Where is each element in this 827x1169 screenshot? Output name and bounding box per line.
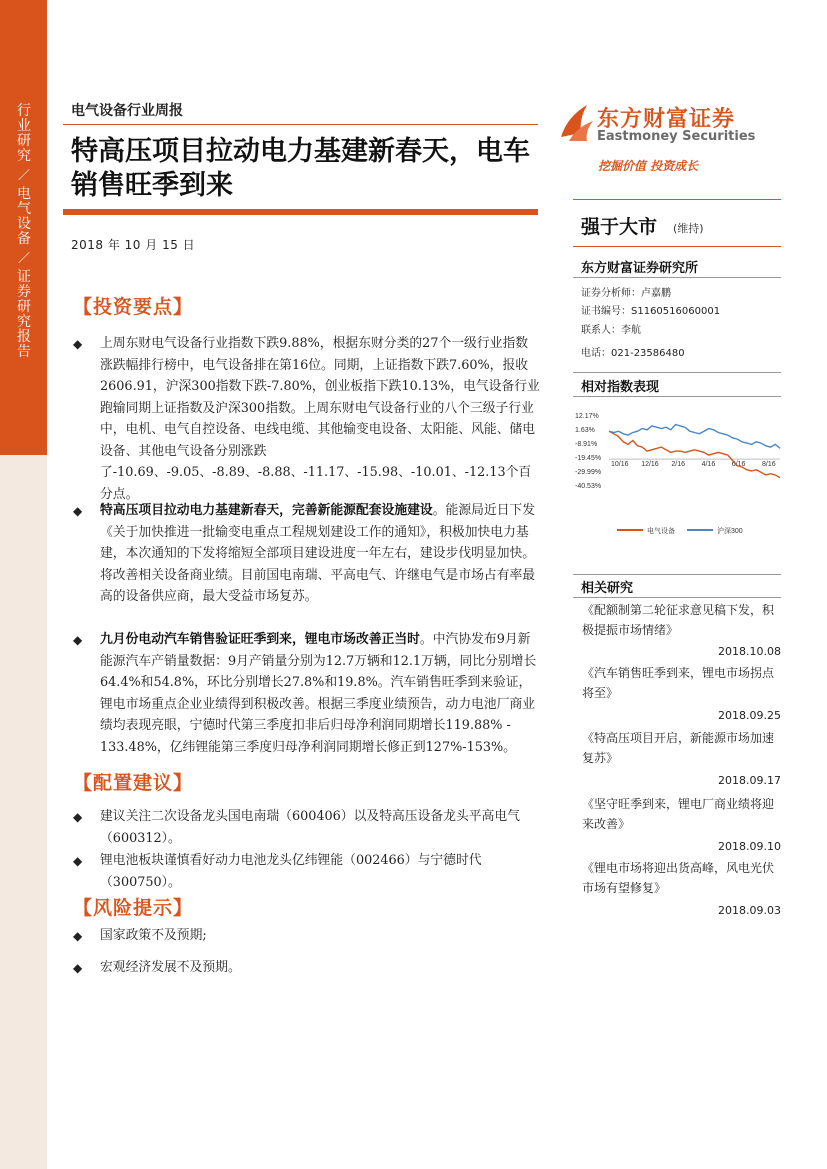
diamond-bullet-icon: ◆: [73, 929, 83, 943]
y-tick-label: -29.99%: [575, 469, 602, 476]
related-item-title[interactable]: 《配额制第二轮征求意见稿下发，积极提振市场情绪》: [582, 603, 775, 637]
title-rule: [63, 209, 538, 215]
series-line-电气设备: [609, 431, 780, 478]
institute-rule: [573, 277, 781, 278]
section-heading-risk: 【风险提示】: [73, 897, 194, 919]
analyst-line: 证券分析师：卢嘉鹏: [581, 288, 671, 299]
invest-paragraph-2-bold: 特高压项目拉动电力基建新春天，完善新能源配套设施建设: [100, 503, 433, 518]
related-item-date: 2018.09.10: [718, 840, 781, 853]
institute-name: 东方财富证券研究所: [581, 261, 699, 276]
related-title: 相关研究: [581, 581, 634, 596]
related-item-title[interactable]: 《特高压项目开启，新能源市场加速复苏》: [582, 731, 775, 765]
page-title: 特高压项目拉动电力基建新春天，电车销售旺季到来: [71, 136, 530, 201]
relative-index-chart: [573, 403, 783, 543]
y-tick-label: 12.17%: [575, 413, 599, 420]
x-tick-label: 10/16: [611, 461, 629, 469]
y-tick-label: -19.45%: [575, 455, 602, 462]
legend-label: 电气设备: [647, 528, 675, 535]
related-rule-top: [573, 574, 781, 575]
series-line-沪深300: [609, 425, 780, 449]
logo-name-cn: 东方财富证券: [597, 107, 736, 132]
logo-name-en: Eastmoney Securities: [597, 129, 756, 144]
x-tick-label: 4/16: [701, 461, 716, 469]
chart-section-rule: [573, 396, 781, 397]
invest-paragraph-2-rest: 。能源局近日下发《关于加快推进一批输变电重点工程规划建设工作的通知》，积极加快电力基建，本次通知的下发将缩短全部项目建设进度一年左右，建设步伐明显加快。将改善相关设备商业绩。目前国电南瑞、平高电气、许继电气是市场占有率最高的设备供应商，最大受益市场复苏。: [100, 503, 536, 604]
section-heading-invest: 【投资要点】: [73, 296, 194, 318]
chart-section-rule-top: [573, 372, 781, 373]
phone-line: 电话：021-23586480: [581, 348, 685, 359]
related-item-title[interactable]: 《汽车销售旺季到来，锂电市场拐点将至》: [582, 666, 775, 700]
rating-rule-top: [573, 199, 781, 200]
report-date: 2018 年 10 月 15 日: [71, 238, 196, 252]
logo-slogan: 挖掘价值 投资成长: [598, 159, 699, 173]
legend-label: 沪深300: [717, 528, 743, 535]
related-rule: [573, 597, 781, 598]
related-item-date: 2018.09.25: [718, 709, 781, 722]
invest-paragraph-3: [100, 629, 540, 758]
x-tick-label: 6/16: [731, 461, 746, 469]
diamond-bullet-icon: ◆: [73, 810, 83, 824]
rating-note: (维持): [673, 222, 704, 235]
doc-type: 电气设备行业周报: [71, 103, 183, 119]
invest-paragraph-1: 上周东财电气设备行业指数下跌9.88%，根据东财分类的27个一级行业指数涨跌幅排行榜中，电气设备排在第16位。同期，上证指数下跌7.60%，报收2606.91，沪深300指数下跌-7.80%，创业板指下跌10.13%，电气设备行业跑输同期上证指数及沪深300指数。上周东财电气设备行业的八个三级子行业中，电机、电气自控设备、电线电缆、其他输变电设备、太阳能、风能、储电设备、其他电气设备分别涨跌了-10.69、-9.05、-8.89、-8.88、-11.17、-15.98、-10.01、-12.13个百分点。: [100, 336, 540, 502]
cert-line: 证书编号：S1160516060001: [581, 306, 721, 317]
x-tick-label: 12/16: [641, 461, 659, 469]
risk-paragraph-2: 宏观经济发展不及预期。: [100, 960, 241, 975]
invest-paragraph-3-bold: 九月份电动汽车销售验证旺季到来，锂电市场改善正当时: [100, 632, 420, 647]
side-vertical-text: 行 业 研 究 ／ 电 气 设 备 ／ 证 券 研 究 报 告: [17, 103, 31, 360]
contact-line: 联系人：李航: [581, 325, 641, 336]
y-tick-label: -8.91%: [575, 441, 598, 448]
invest-paragraph-3-rest: 。中汽协发布9月新能源汽车产销量数据：9月产销量分别为12.7万辆和12.1万辆，同比分别增长64.4%和54.8%，环比分别增长27.8%和19.8%。汽车销售旺季到来验证，锂电市场重点企业业绩得到积极改善。根据三季度业绩预告，动力电池厂商业绩均表现亮眼，宁德时代第三季度扣非后归母净利润同期增长119.88% - 133.48%，亿纬锂能第三季度归母净利润同期增长修正到127%-153%。: [100, 632, 537, 755]
rating-rule-bottom: [573, 246, 781, 247]
x-tick-label: 8/16: [762, 461, 776, 469]
related-item-date: 2018.09.17: [718, 774, 781, 787]
related-item-date: 2018.10.08: [718, 645, 781, 658]
invest-paragraph-2: [100, 500, 540, 608]
diamond-bullet-icon: ◆: [73, 337, 83, 351]
header-rule: [63, 124, 538, 125]
related-item-date: 2018.09.03: [718, 904, 781, 917]
diamond-bullet-icon: ◆: [73, 504, 83, 518]
related-item-title[interactable]: 《坚守旺季到来，锂电厂商业绩将迎来改善》: [582, 797, 775, 831]
x-tick-label: 2/16: [671, 461, 686, 469]
y-tick-label: -40.53%: [575, 483, 602, 490]
y-tick-label: 1.63%: [575, 427, 595, 434]
diamond-bullet-icon: ◆: [73, 961, 83, 975]
diamond-bullet-icon: ◆: [73, 854, 83, 868]
risk-paragraph-1: 国家政策不及预期;: [100, 928, 207, 943]
rating-label: 强于大市: [581, 216, 658, 238]
section-heading-config: 【配置建议】: [73, 772, 194, 794]
chart-section-title: 相对指数表现: [581, 380, 660, 395]
related-item-title[interactable]: 《锂电市场将迎出货高峰，风电光伏市场有望修复》: [582, 861, 775, 895]
config-paragraph-2: 锂电池板块谨慎看好动力电池龙头亿纬锂能（002466）与宁德时代（300750）。: [100, 853, 482, 890]
diamond-bullet-icon: ◆: [73, 633, 83, 647]
config-paragraph-1: 建议关注二次设备龙头国电南瑞（600406）以及特高压设备龙头平高电气（600312）。: [100, 809, 520, 846]
